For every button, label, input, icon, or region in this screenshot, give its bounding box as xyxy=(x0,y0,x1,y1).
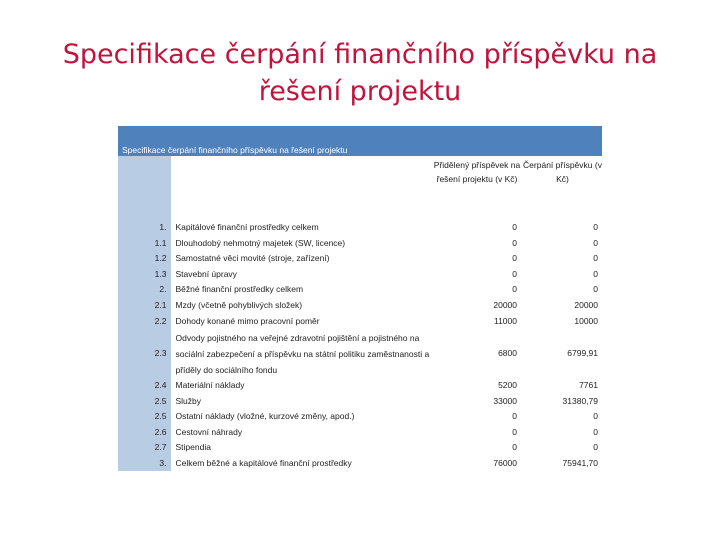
row-spent: 0 xyxy=(593,268,598,279)
table-row xyxy=(118,282,602,298)
header-code-cell xyxy=(118,156,171,220)
row-spent: 0 xyxy=(593,253,598,264)
row-spent: 10000 xyxy=(574,316,598,326)
row-label: Mzdy (včetně pohyblivých složek) xyxy=(171,298,431,314)
table-row xyxy=(118,456,602,472)
row-allocated: 6800 xyxy=(498,348,517,358)
row-code: 2.5 xyxy=(118,409,171,425)
row-spent: 0 xyxy=(593,442,598,453)
row-label: Cestovní náhrady xyxy=(171,425,431,441)
header-spent: Čerpání příspěvku (v Kč) xyxy=(523,156,602,220)
row-code: 2.2 xyxy=(118,314,171,330)
table-row xyxy=(118,267,602,283)
table-row xyxy=(118,251,602,267)
row-spent: 0 xyxy=(593,411,598,422)
row-spent: 0 xyxy=(593,426,598,437)
table-row xyxy=(118,236,602,252)
row-allocated: 0 xyxy=(512,442,517,453)
row-label: Odvody pojistného na veřejné zdravotní pojištění a pojistného na sociální zabezpečení a příspěvku na státní politiku zaměstnanosti a příděly do sociálního fondu xyxy=(171,330,431,378)
row-allocated: 0 xyxy=(512,426,517,437)
row-spent: 31380,79 xyxy=(562,395,598,406)
row-label: Dlouhodobý nehmotný majetek (SW, licence) xyxy=(171,236,431,252)
row-allocated: 20000 xyxy=(493,300,517,310)
table-row xyxy=(118,409,602,425)
row-spent: 20000 xyxy=(574,300,598,310)
row-code: 2.6 xyxy=(118,425,171,441)
row-label: Služby xyxy=(171,394,431,410)
row-spent: 0 xyxy=(593,284,598,295)
row-allocated: 5200 xyxy=(498,380,517,390)
row-allocated: 11000 xyxy=(493,316,517,326)
row-code: 2.1 xyxy=(118,298,171,314)
row-spent: 7761 xyxy=(579,380,598,390)
row-code: 2. xyxy=(118,282,171,298)
row-label: Dohody konané mimo pracovní poměr xyxy=(171,314,431,330)
row-allocated: 0 xyxy=(512,237,517,248)
row-allocated: 0 xyxy=(512,222,517,233)
row-code: 1.2 xyxy=(118,251,171,267)
row-code: 3. xyxy=(118,456,171,472)
row-code: 1.3 xyxy=(118,267,171,283)
row-code: 2.3 xyxy=(118,330,171,378)
row-label: Stavební úpravy xyxy=(171,267,431,283)
budget-grid xyxy=(118,156,603,471)
row-allocated: 76000 xyxy=(493,457,517,468)
row-spent: 6799,91 xyxy=(567,348,598,358)
row-label: Samostatné věci movité (stroje, zařízení) xyxy=(171,251,431,267)
header-label-cell xyxy=(171,156,431,220)
row-allocated: 0 xyxy=(512,284,517,295)
row-label: Ostatní náklady (vložné, kurzové změny, apod.) xyxy=(171,409,431,425)
header-row xyxy=(118,156,602,220)
table-row xyxy=(118,425,602,441)
row-spent: 0 xyxy=(593,222,598,233)
table-title: Specifikace čerpání finančního příspěvku na řešení projektu xyxy=(122,145,348,155)
table-row xyxy=(118,394,602,410)
table-row xyxy=(118,314,602,330)
row-allocated: 0 xyxy=(512,268,517,279)
row-spent: 0 xyxy=(593,237,598,248)
row-code: 2.5 xyxy=(118,394,171,410)
slide-title: Specifikace čerpání finančního příspěvku na řešení projektu xyxy=(62,39,658,107)
row-allocated: 33000 xyxy=(493,395,517,406)
row-allocated: 0 xyxy=(512,253,517,264)
header-allocated: Přidělený příspěvek na řešení projektu (v Kč) xyxy=(431,156,523,220)
row-spent: 75941,70 xyxy=(562,457,598,468)
row-label: Materiální náklady xyxy=(171,378,431,394)
row-code: 1.1 xyxy=(118,236,171,252)
row-label: Celkem běžné a kapitálové finanční prostředky xyxy=(171,456,431,472)
budget-table xyxy=(118,126,602,471)
table-row xyxy=(118,220,602,236)
row-allocated: 0 xyxy=(512,411,517,422)
row-code: 2.7 xyxy=(118,440,171,456)
table-title-band xyxy=(118,126,602,156)
table-row xyxy=(118,378,602,394)
row-code: 2.4 xyxy=(118,378,171,394)
row-label: Běžné finanční prostředky celkem xyxy=(171,282,431,298)
table-row xyxy=(118,298,602,314)
row-label: Stipendia xyxy=(171,440,431,456)
table-row xyxy=(118,440,602,456)
row-label: Kapitálové finanční prostředky celkem xyxy=(171,220,431,236)
table-row xyxy=(118,330,602,378)
row-code: 1. xyxy=(118,220,171,236)
